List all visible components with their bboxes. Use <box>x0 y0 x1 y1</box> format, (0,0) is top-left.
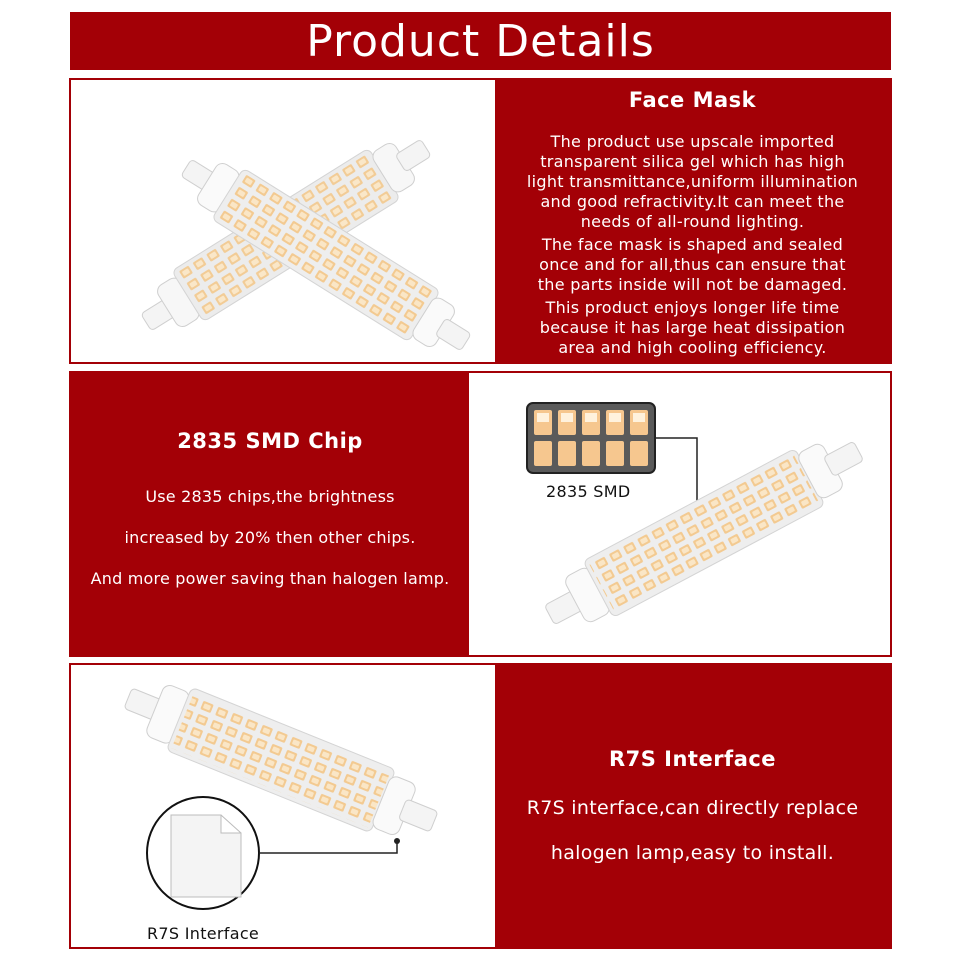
r7s-interface-closeup-icon <box>147 797 259 909</box>
smd-caption: 2835 SMD <box>546 482 631 501</box>
r7s-interface-section <box>69 663 892 949</box>
text-line: The product use upscale imported <box>550 132 835 151</box>
text-line: because it has large heat dissipation <box>539 318 846 337</box>
page-title: Product Details <box>70 12 891 70</box>
smd-chip-product-photo <box>469 373 890 655</box>
section-heading: R7S Interface <box>608 747 777 771</box>
section-heading: Face Mask <box>628 88 757 112</box>
text-line: once and for all,thus can ensure that <box>539 255 846 274</box>
text-line: transparent silica gel which has high <box>540 152 845 171</box>
face-mask-section <box>69 78 892 364</box>
r7s-caption: R7S Interface <box>147 924 260 943</box>
text-line: the parts inside will not be damaged. <box>537 275 848 294</box>
text-line: halogen lamp,easy to install. <box>550 842 835 864</box>
face-mask-text-box <box>495 80 890 362</box>
text-line: And more power saving than halogen lamp. <box>90 569 450 588</box>
smd-chip-section <box>69 371 892 657</box>
smd-chip-closeup-icon <box>527 403 655 473</box>
r7s-interface-product-photo <box>71 665 495 947</box>
smd-chip-text-box <box>71 373 469 655</box>
paragraph <box>509 298 876 358</box>
face-mask-product-photo <box>71 80 495 362</box>
text-line: increased by 20% then other chips. <box>124 528 416 547</box>
text-line: area and high cooling efficiency. <box>558 338 827 357</box>
text-line: Use 2835 chips,the brightness <box>145 487 395 506</box>
text-line: The face mask is shaped and sealed <box>541 235 844 254</box>
text-line: and good refractivity.It can meet the <box>540 192 845 211</box>
text-line: needs of all-round lighting. <box>580 212 805 231</box>
text-line: light transmittance,uniform illumination <box>526 172 859 191</box>
paragraph <box>509 235 876 295</box>
text-line: This product enjoys longer life time <box>545 298 840 317</box>
section-heading: 2835 SMD Chip <box>177 429 363 453</box>
paragraph <box>509 132 876 232</box>
r7s-interface-text-box <box>495 665 890 947</box>
text-line: R7S interface,can directly replace <box>526 797 859 819</box>
